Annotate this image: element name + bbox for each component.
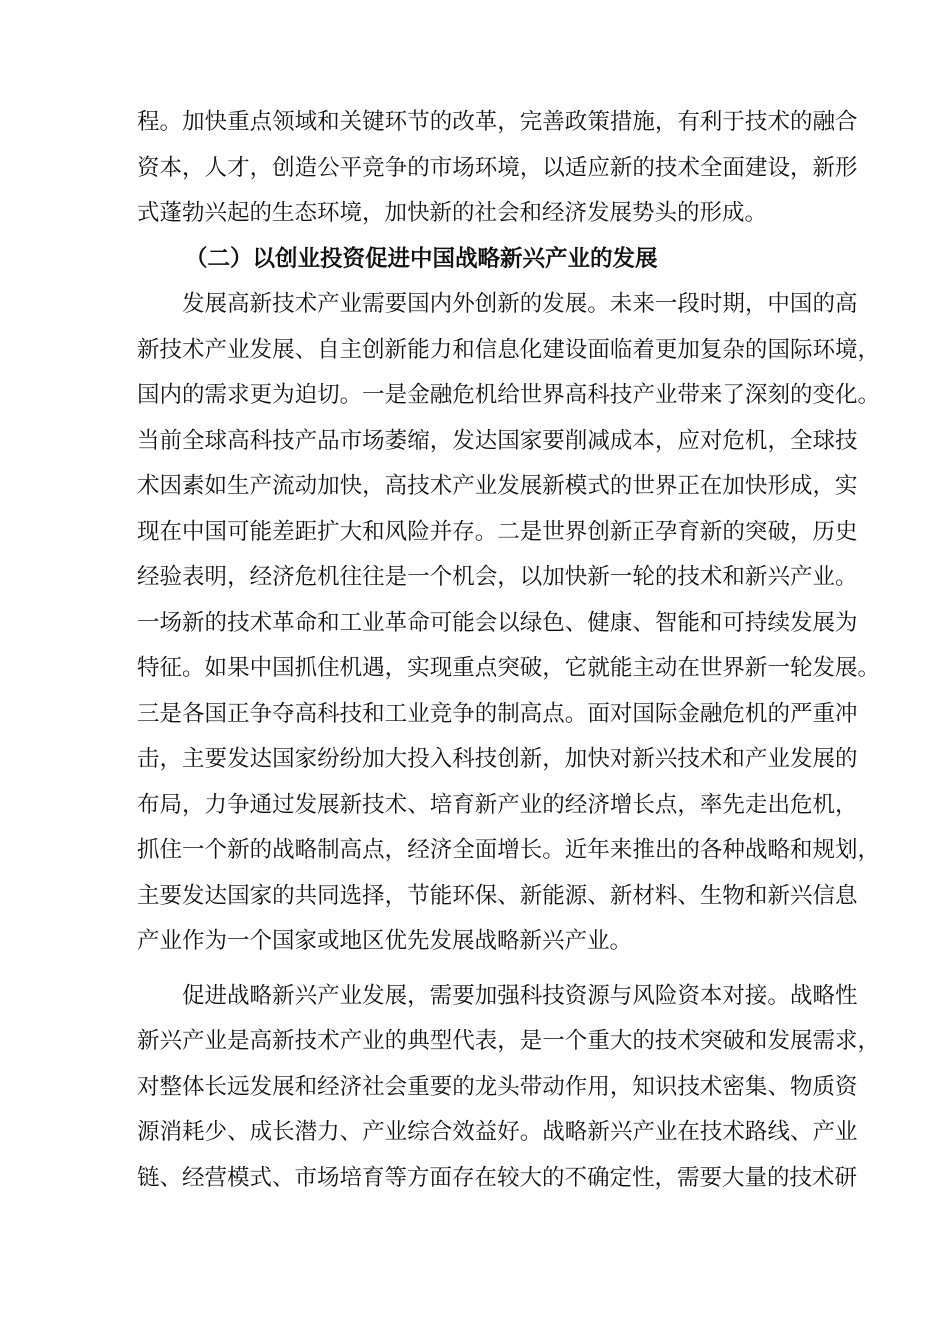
paragraph-line: 布 局 ， 力 争 通 过 发 展 新 技 术 、 培 育 新 产 业 的 经 济 增 长 点 ， 率 先 走 出 危 机 ， — [137, 791, 858, 818]
paragraph-line: 特 征 。 如 果 中 国 抓 住 机 遇 ， 实 现 重 点 突 破 ， 它 就 能 主 动 在 世 界 新 一 轮 发 展 。 — [137, 655, 881, 681]
paragraph-line: 经 验 表 明 ， 经 济 危 机 往 往 是 一 个 机 会 ， 以 加 快 新 一 轮 的 技 术 和 新 兴 产 业 。 — [137, 564, 858, 590]
paragraph-line: 程 。 加 快 重 点 领 域 和 关 键 环 节 的 改 革 ， 完 善 政 策 措 施 ， 有 利 于 技 术 的 融 合 — [137, 109, 858, 135]
paragraph-line: 源 消 耗 少 、 成 长 潜 力 、 产 业 综 合 效 益 好 。 战 略 新 兴 产 业 在 技 术 路 线 、 产 业 — [137, 1119, 858, 1145]
paragraph-line: 式蓬勃兴起的生态环境，加快新的社会和经济发展势头的形成。 — [137, 200, 768, 226]
section-heading: （二）以创业投资促进中国战略新兴产业的发展 — [185, 245, 658, 272]
paragraph-gap — [137, 965, 857, 974]
paragraph-line: 新 技 术 产 业 发 展 、 自 主 创 新 能 力 和 信 息 化 建 设 面 临 着 更 加 复 杂 的 国 际 环 境 ， — [137, 336, 881, 363]
paragraph-line: 链、经营模式、市场培育等方面存在较大的不确定性，需要大量的技术研 — [137, 1164, 858, 1191]
paragraph-line: 主 要 发 达 国 家 的 共 同 选 择 ， 节 能 环 保 、 新 能 源 、 新 材 料 、 生 物 和 新 兴 信 息 — [137, 882, 858, 909]
paragraph-line: 发 展 高 新 技 术 产 业 需 要 国 内 外 创 新 的 发 展 。 未 来 一 段 时 期 ， 中 国 的 高 — [182, 291, 858, 317]
paragraph-line: 国 内 的 需 求 更 为 迫 切 。 一 是 金 融 危 机 给 世 界 高 科 技 产 业 带 来 了 深 刻 的 变 化 。 — [137, 382, 881, 408]
paragraph-line: 击 ， 主 要 发 达 国 家 纷 纷 加 大 投 入 科 技 创 新 ， 加 快 对 新 兴 技 术 和 产 业 发 展 的 — [137, 746, 858, 772]
paragraph-line: 抓 住 一 个 新 的 战 略 制 高 点 ， 经 济 全 面 增 长 。 近 年 来 推 出 的 各 种 战 略 和 规 划 ， — [137, 837, 881, 863]
paragraph-line: 资 本 ， 人 才 ， 创 造 公 平 竞 争 的 市 场 环 境 ， 以 适 应 新 的 技 术 全 面 建 设 ， 新 形 — [137, 154, 858, 181]
paragraph-line: 三 是 各 国 正 争 夺 高 科 技 和 工 业 竞 争 的 制 高 点 。 面 对 国 际 金 融 危 机 的 严 重 冲 — [137, 700, 858, 727]
paragraph-line: 促 进 战 略 新 兴 产 业 发 展 ， 需 要 加 强 科 技 资 源 与 风 险 资 本 对 接 。 战 略 性 — [182, 982, 858, 1009]
paragraph-line: 对 整 体 长 远 发 展 和 经 济 社 会 重 要 的 龙 头 带 动 作 用 ， 知 识 技 术 密 集 、 物 质 资 — [137, 1073, 858, 1100]
paragraph-line: 一 场 新 的 技 术 革 命 和 工 业 革 命 可 能 会 以 绿 色 、 健 康 、 智 能 和 可 持 续 发 展 为 — [137, 609, 858, 636]
paragraph-line: 术 因 素 如 生 产 流 动 加 快 ， 高 技 术 产 业 发 展 新 模 式 的 世 界 正 在 加 快 形 成 ， 实 — [137, 473, 858, 499]
paragraph-line: 现 在 中 国 可 能 差 距 扩 大 和 风 险 并 存 。 二 是 世 界 创 新 正 孕 育 新 的 突 破 ， 历 史 — [137, 518, 858, 545]
paragraph-line: 产业作为一个国家或地区优先发展战略新兴产业。 — [137, 928, 633, 954]
paragraph-line: 新 兴 产 业 是 高 新 技 术 产 业 的 典 型 代 表 ， 是 一 个 重 大 的 技 术 突 破 和 发 展 需 求 ， — [137, 1028, 881, 1054]
paragraph-line: 当 前 全 球 高 科 技 产 品 市 场 萎 缩 ， 发 达 国 家 要 削 减 成 本 ， 应 对 危 机 ， 全 球 技 — [137, 427, 858, 454]
document-body — [137, 100, 881, 1201]
